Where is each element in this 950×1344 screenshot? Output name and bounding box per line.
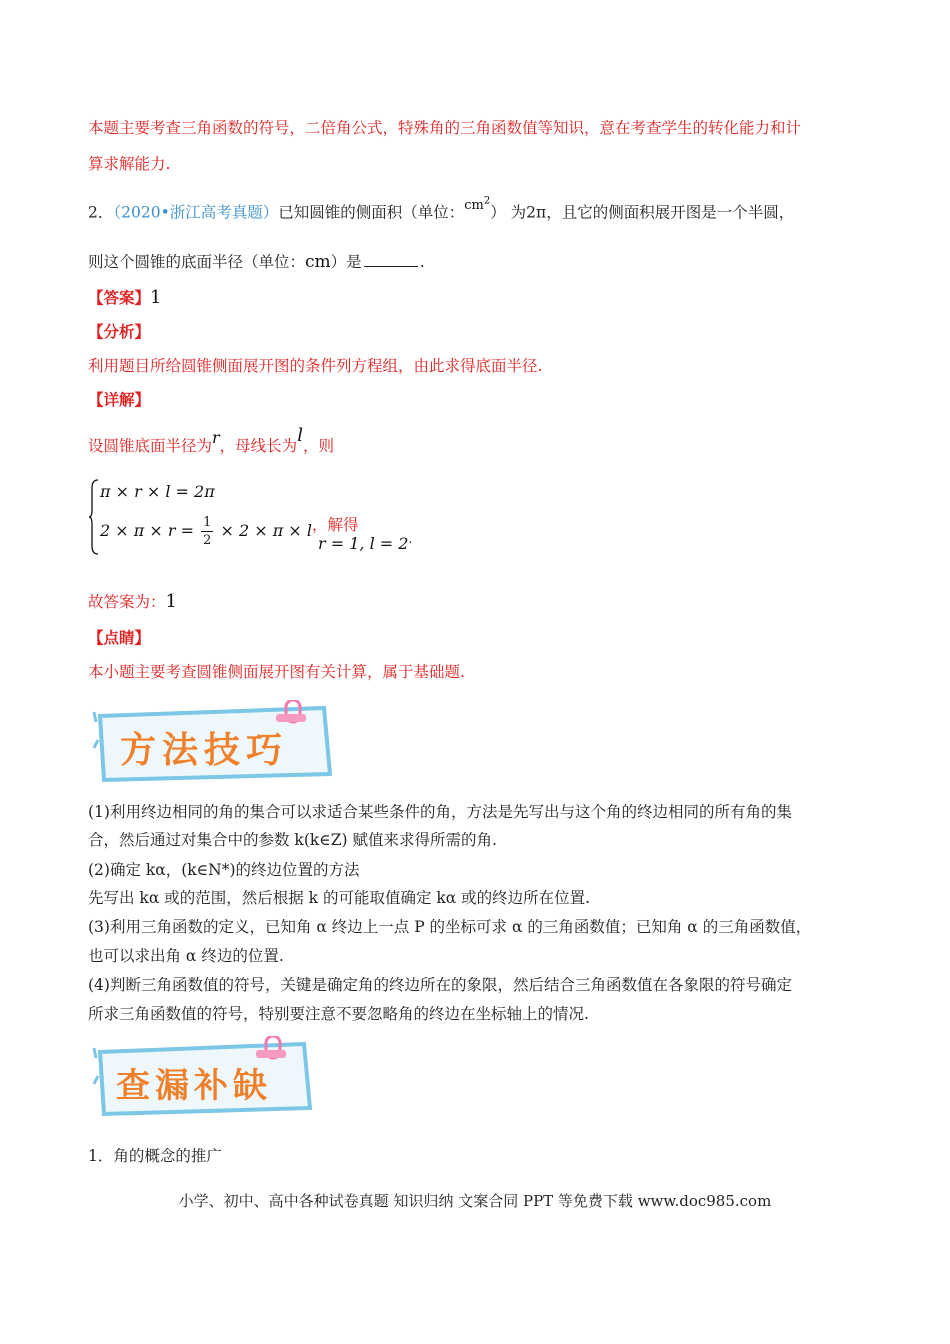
comment-text: 本小题主要考查圆锥侧面展开图有关计算，属于基础题. [88,663,465,681]
method-2b: 先写出 kα 或的范围，然后根据 k 的可能取值确定 kα 或的终边所在位置. [88,889,591,907]
solve-text: ，解得 [311,516,359,534]
comment-label: 【点睛】 [88,628,151,647]
unit-length: cm [305,252,331,272]
banner-title: 查漏补缺 [116,1066,272,1106]
banner-fill-gaps [90,1036,320,1118]
question-2 [88,196,795,224]
method-4b: 所求三角函数值的符号，特别要注意不要忽略角的终边在坐标轴上的情况. [88,1005,589,1023]
question-2-line-2: 则这个圆锥的底面半径（单位：cm）是 . [88,252,425,272]
analysis-text: 利用题目所给圆锥侧面展开图的条件列方程组，由此求得底面半径. [88,357,543,375]
answer-blank [364,252,418,267]
final-answer: 故答案为：1 [88,591,177,612]
section-1-title: 1．角的概念的推广 [88,1147,222,1165]
equation-1: π × r × l = 2π [100,482,215,501]
unit-area: cm2 [464,196,491,214]
method-4a: (4)判断三角函数值的符号，关键是确定角的终边所在的象限，然后结合三角函数值在各象限的符号确定 [88,976,792,994]
left-brace-icon [88,478,100,556]
summary-line-2: 算求解能力. [88,155,171,173]
answer-row [88,288,161,308]
question-text-a: 已知圆锥的侧面积（单位： [278,203,465,222]
page-footer: 小学、初中、高中各种试卷真题 知识归纳 文案合同 PPT 等免费下载 www.doc985.com [178,1192,772,1210]
result: r = 1, l = 2. [318,532,413,553]
question-number: 2． [88,203,114,222]
detail-setup: 设圆锥底面半径为r，母线长为l，则 [88,425,334,455]
equation-2: 2 × π × r = $\frac{1}{2}$ × 2 × π × l，解得 [100,515,359,548]
fraction-one-half: $\frac{1}{2}$ [203,515,212,548]
var-r: r [212,428,220,447]
answer-label: 【答案】 [88,288,151,307]
question-text-b: ） 为2π，且它的侧面积展开图是一个半圆， [490,203,795,222]
method-3b: 也可以求出角 α 终边的位置. [88,947,284,965]
var-l: l [297,425,303,446]
question-source: （2020•浙江高考真题） [113,203,279,222]
detail-label: 【详解】 [88,390,151,409]
method-1b: 合，然后通过对集合中的参数 k(k∈Z) 赋值来求得所需的角. [88,831,497,849]
method-3a: (3)利用三角函数的定义，已知角 α 终边上一点 P 的坐标可求 α 的三角函数值；已知角 α 的三角函数值， [88,918,812,936]
answer-value: 1 [150,287,162,308]
banner-method-tips [90,700,340,784]
banner-title: 方法技巧 [120,730,289,771]
analysis-label: 【分析】 [88,322,151,341]
method-2a: (2)确定 kα，(k∈N*)的终边位置的方法 [88,861,360,879]
method-1a: (1)利用终边相同的角的集合可以求适合某些条件的角，方法是先写出与这个角的终边相同的所有角的集 [88,803,792,821]
summary-line-1: 本题主要考查三角函数的符号，二倍角公式，特殊角的三角函数值等知识，意在考查学生的转化能力和计 [88,119,802,137]
